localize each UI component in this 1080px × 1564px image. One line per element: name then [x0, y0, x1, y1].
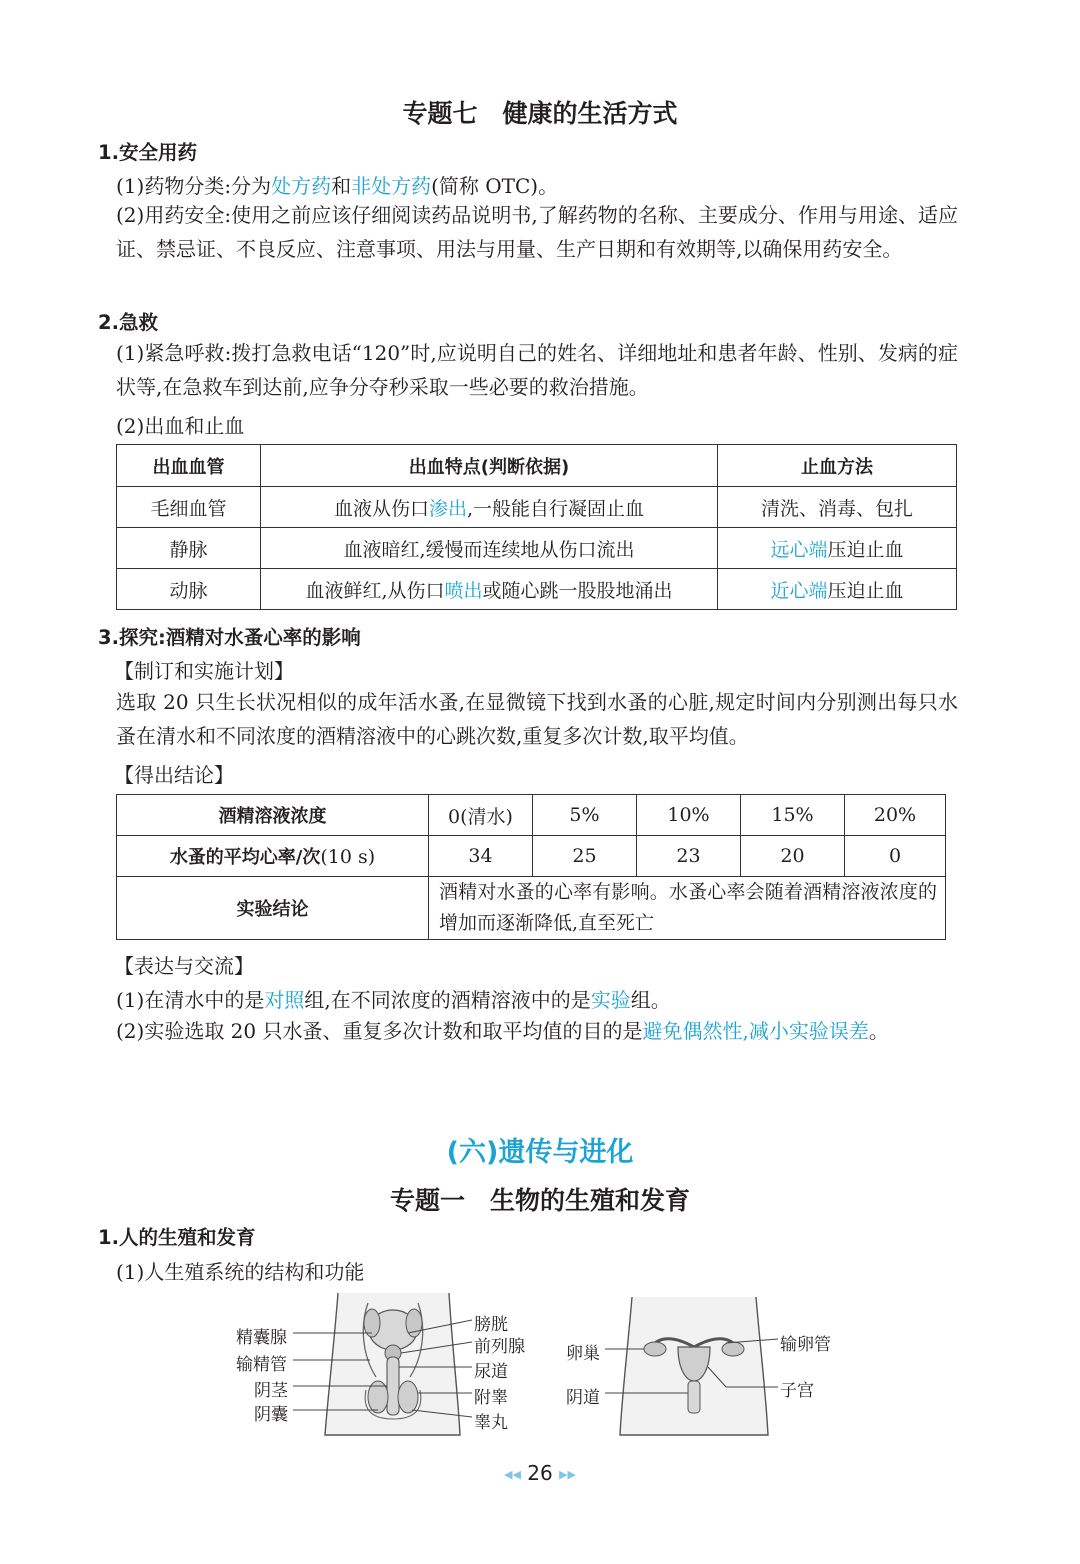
unit-title: (六)遗传与进化	[446, 1137, 634, 1168]
table-cell	[718, 487, 957, 528]
text: 组,在不同浓度的酒精溶液中的是	[304, 988, 591, 1012]
paragraph: 选取 20 只生长状况相似的成年活水蚤,在显微镜下找到水蚤的心脏,规定时间内分别测出每只水蚤在清水和不同浓度的酒精溶液中的心跳次数,重复多次计数,取平均值。	[116, 690, 958, 748]
table-row	[117, 528, 957, 569]
text: 。	[868, 1019, 889, 1043]
highlight-answer: 避免偶然性,减小实验误差	[642, 1019, 869, 1043]
table-cell: 20%	[845, 795, 946, 836]
table-header: 出血特点(判断依据)	[261, 445, 718, 487]
highlight-answer: 实验	[590, 988, 631, 1012]
text: 血液暗红,缓慢而连续地从伤口流出	[343, 538, 635, 561]
female-illustration	[620, 1297, 768, 1435]
table-cell: 酒精对水蚤的心率有影响。水蚤心率会随着酒精溶液浓度的增加而逐渐降低,直至死亡	[429, 877, 946, 940]
figure-label: 前列腺	[474, 1337, 525, 1357]
paragraph: (1)紧急呼救:拨打急救电话“120”时,应说明自己的姓名、详细地址和患者年龄、性别、发病的症状等,在急救车到达前,应争分夺秒采取一些必要的救治措施。	[116, 341, 958, 399]
table-cell: 23	[637, 836, 741, 877]
text: 或随心跳一股股地涌出	[482, 579, 673, 602]
table-header: 出血血管	[117, 445, 261, 487]
highlight-answer: 喷出	[444, 579, 483, 602]
table-cell: 25	[533, 836, 637, 877]
figure-label: 输卵管	[780, 1335, 831, 1355]
reproductive-system-figure	[0, 1285, 1080, 1445]
text: (1)药物分类:分为	[116, 174, 272, 198]
text: 组。	[630, 988, 671, 1012]
subheading: 【得出结论】	[114, 763, 234, 787]
table-cell: 5%	[533, 795, 637, 836]
figure-label: 输精管	[236, 1355, 287, 1375]
table-cell: 静脉	[117, 528, 261, 569]
table-cell: 15%	[741, 795, 845, 836]
daphnia-table	[116, 794, 946, 940]
right-arrows-icon: ▶▶	[559, 1468, 576, 1481]
text: 血液从伤口	[333, 497, 429, 520]
figure-label: 精囊腺	[236, 1328, 287, 1348]
topic-title: 专题七 健康的生活方式	[402, 99, 678, 128]
paragraph: (2)用药安全:使用之前应该仔细阅读药品说明书,了解药物的名称、主要成分、作用与用途、适应证、禁忌证、不良反应、注意事项、用法与用量、生产日期和有效期等,以确保用药安全。	[116, 203, 958, 261]
table-header-row	[117, 445, 957, 487]
section-heading: 3.探究:酒精对水蚤心率的影响	[98, 626, 361, 649]
table-row	[117, 836, 946, 877]
section-heading: 1.人的生殖和发育	[98, 1226, 256, 1249]
text: (10 s)	[320, 846, 376, 868]
text: (1)在清水中的是	[116, 988, 265, 1012]
highlight-answer: 远心端	[770, 538, 828, 561]
table-cell	[261, 569, 718, 610]
highlight-answer: 渗出	[428, 497, 467, 520]
text: 压迫止血	[827, 538, 904, 561]
text: 清洗、消毒、包扎	[760, 497, 913, 520]
table-row	[117, 795, 946, 836]
table-row	[117, 487, 957, 528]
text: ,一般能自行凝固止血	[466, 497, 645, 520]
text: (简称 OTC)。	[431, 174, 559, 198]
paragraph	[116, 984, 671, 1013]
subheading: 【制订和实施计划】	[114, 659, 294, 683]
table-header	[117, 836, 429, 877]
figure-label: 阴茎	[254, 1381, 288, 1401]
highlight-answer: 非处方药	[351, 174, 432, 198]
table-cell: 毛细血管	[117, 487, 261, 528]
table-row	[117, 569, 957, 610]
table-cell: 0(清水)	[429, 795, 533, 836]
topic-title: 专题一 生物的生殖和发育	[389, 1186, 690, 1215]
figure-label: 子宫	[780, 1381, 814, 1401]
table-cell: 20	[741, 836, 845, 877]
figure-label: 尿道	[474, 1362, 508, 1382]
table-row	[117, 877, 946, 940]
table-cell: 0	[845, 836, 946, 877]
table-cell: 10%	[637, 795, 741, 836]
table-header: 实验结论	[117, 877, 429, 940]
paragraph: (1)人生殖系统的结构和功能	[116, 1260, 365, 1284]
paragraph	[116, 1014, 958, 1048]
highlight-answer: 近心端	[770, 579, 828, 602]
bleeding-table	[116, 444, 957, 610]
subheading: 【表达与交流】	[114, 954, 254, 978]
figure-label: 附睾	[474, 1388, 508, 1408]
text: 压迫止血	[827, 579, 904, 602]
table-header: 止血方法	[718, 445, 957, 487]
table-cell	[718, 569, 957, 610]
text: 水蚤的平均心率/次	[169, 847, 321, 868]
highlight-answer: 处方药	[271, 174, 332, 198]
paragraph	[116, 170, 558, 199]
page-number-text: 26	[527, 1461, 553, 1485]
figure-label: 膀胱	[474, 1315, 508, 1335]
figure-label: 睾丸	[474, 1413, 508, 1433]
text: (2)实验选取 20 只水蚤、重复多次计数和取平均值的目的是	[116, 1019, 643, 1043]
highlight-answer: 对照	[264, 988, 305, 1012]
figure-label: 阴道	[566, 1388, 600, 1408]
table-cell: 34	[429, 836, 533, 877]
paragraph: (2)出血和止血	[116, 414, 245, 438]
section-heading: 1.安全用药	[98, 141, 197, 164]
figure-label: 阴囊	[254, 1405, 288, 1425]
table-cell: 动脉	[117, 569, 261, 610]
table-header: 酒精溶液浓度	[117, 795, 429, 836]
table-cell	[718, 528, 957, 569]
page-number	[0, 1461, 1080, 1485]
figure-label: 卵巢	[566, 1344, 600, 1364]
left-arrows-icon: ◀◀	[503, 1468, 521, 1481]
text: 血液鲜红,从伤口	[305, 579, 445, 602]
text: 和	[331, 174, 352, 198]
table-cell	[261, 528, 718, 569]
section-heading: 2.急救	[98, 311, 158, 334]
table-cell	[261, 487, 718, 528]
